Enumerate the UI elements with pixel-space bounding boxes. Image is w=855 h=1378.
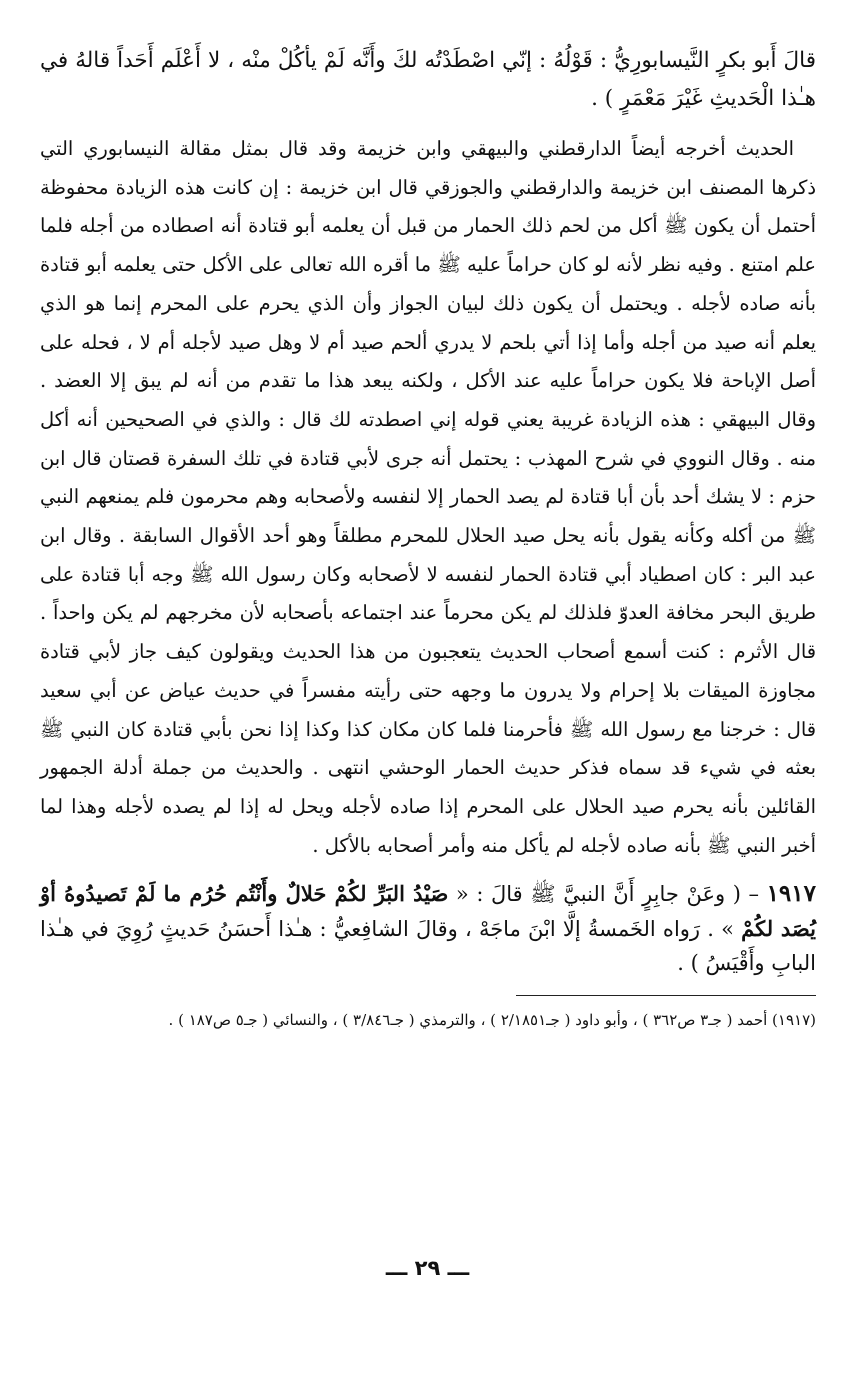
footnote-divider xyxy=(516,995,816,996)
hadith-entry xyxy=(40,877,816,981)
hadith-text: صَيْدُ البَرِّ لكُمْ حَلالٌ وأَنْتُم حُرُم ما لَمْ تَصيدُوهُ أوْ يُصَد لكُمْ xyxy=(40,881,816,941)
footnote: (١٩١٧) أحمد ( جـ٣ ص٣٦٢ ) ، وأبو داود ( جـ٢/١٨٥١ ) ، والترمذي ( جـ٣/٨٤٦ ) ، والنسائي ( جـ٥ ص١٨٧ ) . xyxy=(168,1010,816,1029)
hadith-intro: – ( وعَنْ جابِرٍ أَنَّ النبيَّ ﷺ قالَ : « xyxy=(448,882,767,907)
commentary-paragraph: الحديث أخرجه أيضاً الدارقطني والبيهقي وابن خزيمة وقد قال بمثل مقالة النيسابوري التي ذكرها المصنف ابن خزيمة والدارقطني والجوزقي قال ابن خزيمة : إن كانت هذه الزيادة محفوظة أحتمل أن يكون ﷺ أكل من لحم ذلك الحمار من قبل أن يعلمه أبو قتادة أنه اصطاده من أجله فلما علم امتنع . وفيه نظر لأنه لو كان حراماً عليه ﷺ ما أقره الله تعالى على الأكل حتى يعلمه أبو قتادة بأنه صاده لأجله . ويحتمل أن يكون ذلك لبيان الجواز وأن الذي يحرم على المحرم إنما هو الذي يعلم أنه صيد من أجله وأما إذا أتي بلحم لا يدري ألحم صيد أم لا وهل صيد لأجله أم لا ، فحله على أصل الإباحة فلا يكون حراماً عليه عند الأكل ، ولكنه يبعد هذا ما تقدم من أنه لم يبق إلا العضد . وقال البيهقي : هذه الزيادة غريبة يعني قوله إني اصطدته لك قال : والذي في الصحيحين أنه أكل منه . وقال النووي في شرح المهذب : يحتمل أنه جرى لأبي قتادة في تلك السفرة قصتان قال ابن حزم : لا يشك أحد بأن أبا قتادة لم يصد الحمار إلا لنفسه ولأصحابه وهم محرمون فلم يمنعهم النبي ﷺ من أكله وكأنه يقول بأنه يحل صيد الحلال للمحرم مطلقاً وهو أحد الأقوال السابقة . وقال ابن عبد البر : كان اصطياد أبي قتادة الحمار لنفسه لا لأصحابه وكان رسول الله ﷺ وجه أبا قتادة على طريق البحر مخافة العدوّ فلذلك لم يكن محرماً عند اجتماعه بأصحابه لأن مخرجهم لم يكن واحداً . قال الأثرم : كنت أسمع أصحاب الحديث يتعجبون من هذا الحديث ويقولون كيف جاز لأبي قتادة مجاوزة الميقات بلا إحرام ولا يدرون ما وجهه حتى رأيته مفسراً في حديث عياض عن أبي سعيد قال : خرجنا مع رسول الله ﷺ فأحرمنا فلما كان مكان كذا وكذا إذا نحن بأبي قتادة كان النبي ﷺ بعثه في شيء قد سماه فذكر حديث الحمار الوحشي انتهى . والحديث من جملة أدلة الجمهور القائلين بأنه يحرم صيد الحلال على المحرم إذا صاده لأجله ويحل له إذا لم يصده لأجله وهذا لما أخبر النبي ﷺ بأنه صاده لأجله لم يأكل منه وأمر أصحابه بالأكل . xyxy=(40,137,816,857)
quote-paragraph: قالَ أَبو بكرٍ النَّيسابورِيُّ : قَوْلُهُ : إنّي اصْطَدْتُه لكَ وأَنَّه لَمْ يأكُلْ منْه ، لا أَعْلَم أَحَداً قالهُ في هـٰذا الْحَديثِ غَيْرَ مَعْمَرٍ ) . xyxy=(40,48,816,111)
book-page xyxy=(40,42,816,1036)
hadith-source: » . رَواه الخَمسةُ إلَّا ابْنَ ماجَهْ ، وقالَ الشافِعيُّ : هـٰذا أَحسَنُ حَديثٍ رُوِيَ في هـٰذا البابِ وأَقْيَسُ ) . xyxy=(40,916,816,976)
hadith-number: ١٩١٧ xyxy=(766,880,816,908)
page-number: ـــ ٢٩ ـــ xyxy=(385,1256,470,1280)
